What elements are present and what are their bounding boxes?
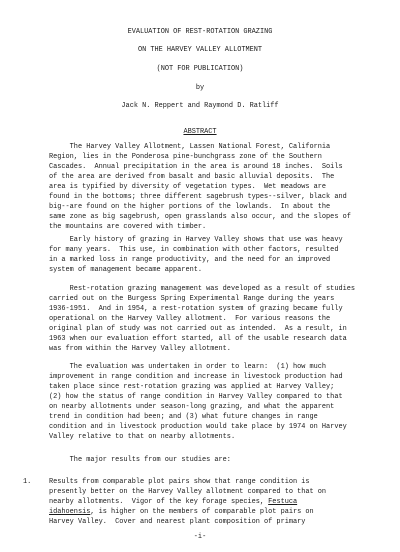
text-line: Results from comparable plot pairs show that range condition is [49, 478, 310, 486]
text-line: was from within the Harvey Valley allotment. [49, 345, 231, 353]
text-fragment: , is higher on the members of comparable plot pairs on [90, 508, 314, 516]
text-line: Cascades. Annual precipitation in the area is around 18 inches. Soils [49, 163, 343, 171]
text-line: original plan of study was not carried out as intended. As a result, in [49, 325, 347, 333]
text-line: trend in condition had been; and (3) what future changes in range [49, 413, 318, 421]
text-line: same zone as big sagebrush, open grasslands also occur, and the slopes of [49, 213, 351, 221]
text-line: 1936-1951. And in 1954, a rest-rotation system of grazing became fully [49, 305, 343, 313]
text-line [49, 508, 314, 516]
text-line: The evaluation was undertaken in order to learn: (1) how much [49, 363, 327, 371]
text-line: (2) how the status of range condition in Harvey Valley compared to that [49, 393, 343, 401]
text-line: 1963 when our evaluation effort started, all of the usable research data [49, 335, 347, 343]
text-line: The major results from our studies are: [49, 456, 231, 464]
text-line: on nearby allotments under season-long grazing, and what the apparent [49, 403, 335, 411]
text-line: for many years. This use, in combination with other factors, resulted [49, 246, 339, 254]
title-line-2: ON THE HARVEY VALLEY ALLOTMENT [137, 46, 263, 54]
text-line: Valley relative to that on nearby allotments. [49, 433, 236, 441]
species-name-epithet: idahoensis [49, 508, 91, 516]
text-line: area is typified by diversity of vegetation types. Wet meadows are [49, 183, 327, 191]
title-line-1: EVALUATION OF REST-ROTATION GRAZING [127, 28, 273, 36]
text-line: improvement in range condition and increase in livestock production had [49, 373, 343, 381]
text-line: presently better on the Harvey Valley allotment compared to that on [49, 488, 327, 496]
text-line: condition and in livestock production would take place by 1974 on Harvey [49, 423, 347, 431]
species-name-genus: Festuca [268, 498, 298, 506]
not-for-publication-note: (NOT FOR PUBLICATION) [156, 65, 244, 73]
text-fragment: nearby allotments. Vigor of the key forage species, [49, 498, 269, 506]
text-line [49, 498, 297, 506]
text-line: Region, lies in the Ponderosa pine-bunchgrass zone of the Southern [49, 153, 322, 161]
text-line: found in the bottoms; three different sagebrush types--silver, black and [49, 193, 347, 201]
page-number: -i- [193, 533, 207, 541]
text-line: The Harvey Valley Allotment, Lassen National Forest, California [49, 143, 331, 151]
by-label: by [195, 84, 205, 92]
text-line: system of management became apparent. [49, 266, 202, 274]
text-line: Harvey Valley. Cover and nearest plant composition of primary [49, 518, 306, 526]
text-line: operational on the Harvey Valley allotment. For various reasons the [49, 315, 331, 323]
text-line: taken place since rest-rotation grazing was applied at Harvey Valley; [49, 383, 335, 391]
text-line: carried out on the Burgess Spring Experimental Range during the years [49, 295, 335, 303]
text-line: in a marked loss in range productivity, and the need for an improved [49, 256, 331, 264]
text-line: Rest-rotation grazing management was developed as a result of studies [49, 285, 355, 293]
list-number: 1. [23, 478, 32, 486]
text-line: of the area are derived from basalt and basic alluvial deposits. The [49, 173, 335, 181]
text-line: big--are found on the higher portions of the lowlands. In about the [49, 203, 331, 211]
abstract-heading: ABSTRACT [183, 128, 217, 136]
authors-line: Jack N. Reppert and Raymond D. Ratliff [121, 102, 279, 110]
text-line: Early history of grazing in Harvey Valley shows that use was heavy [49, 236, 343, 244]
text-line: the mountains are covered with timber. [49, 223, 207, 231]
